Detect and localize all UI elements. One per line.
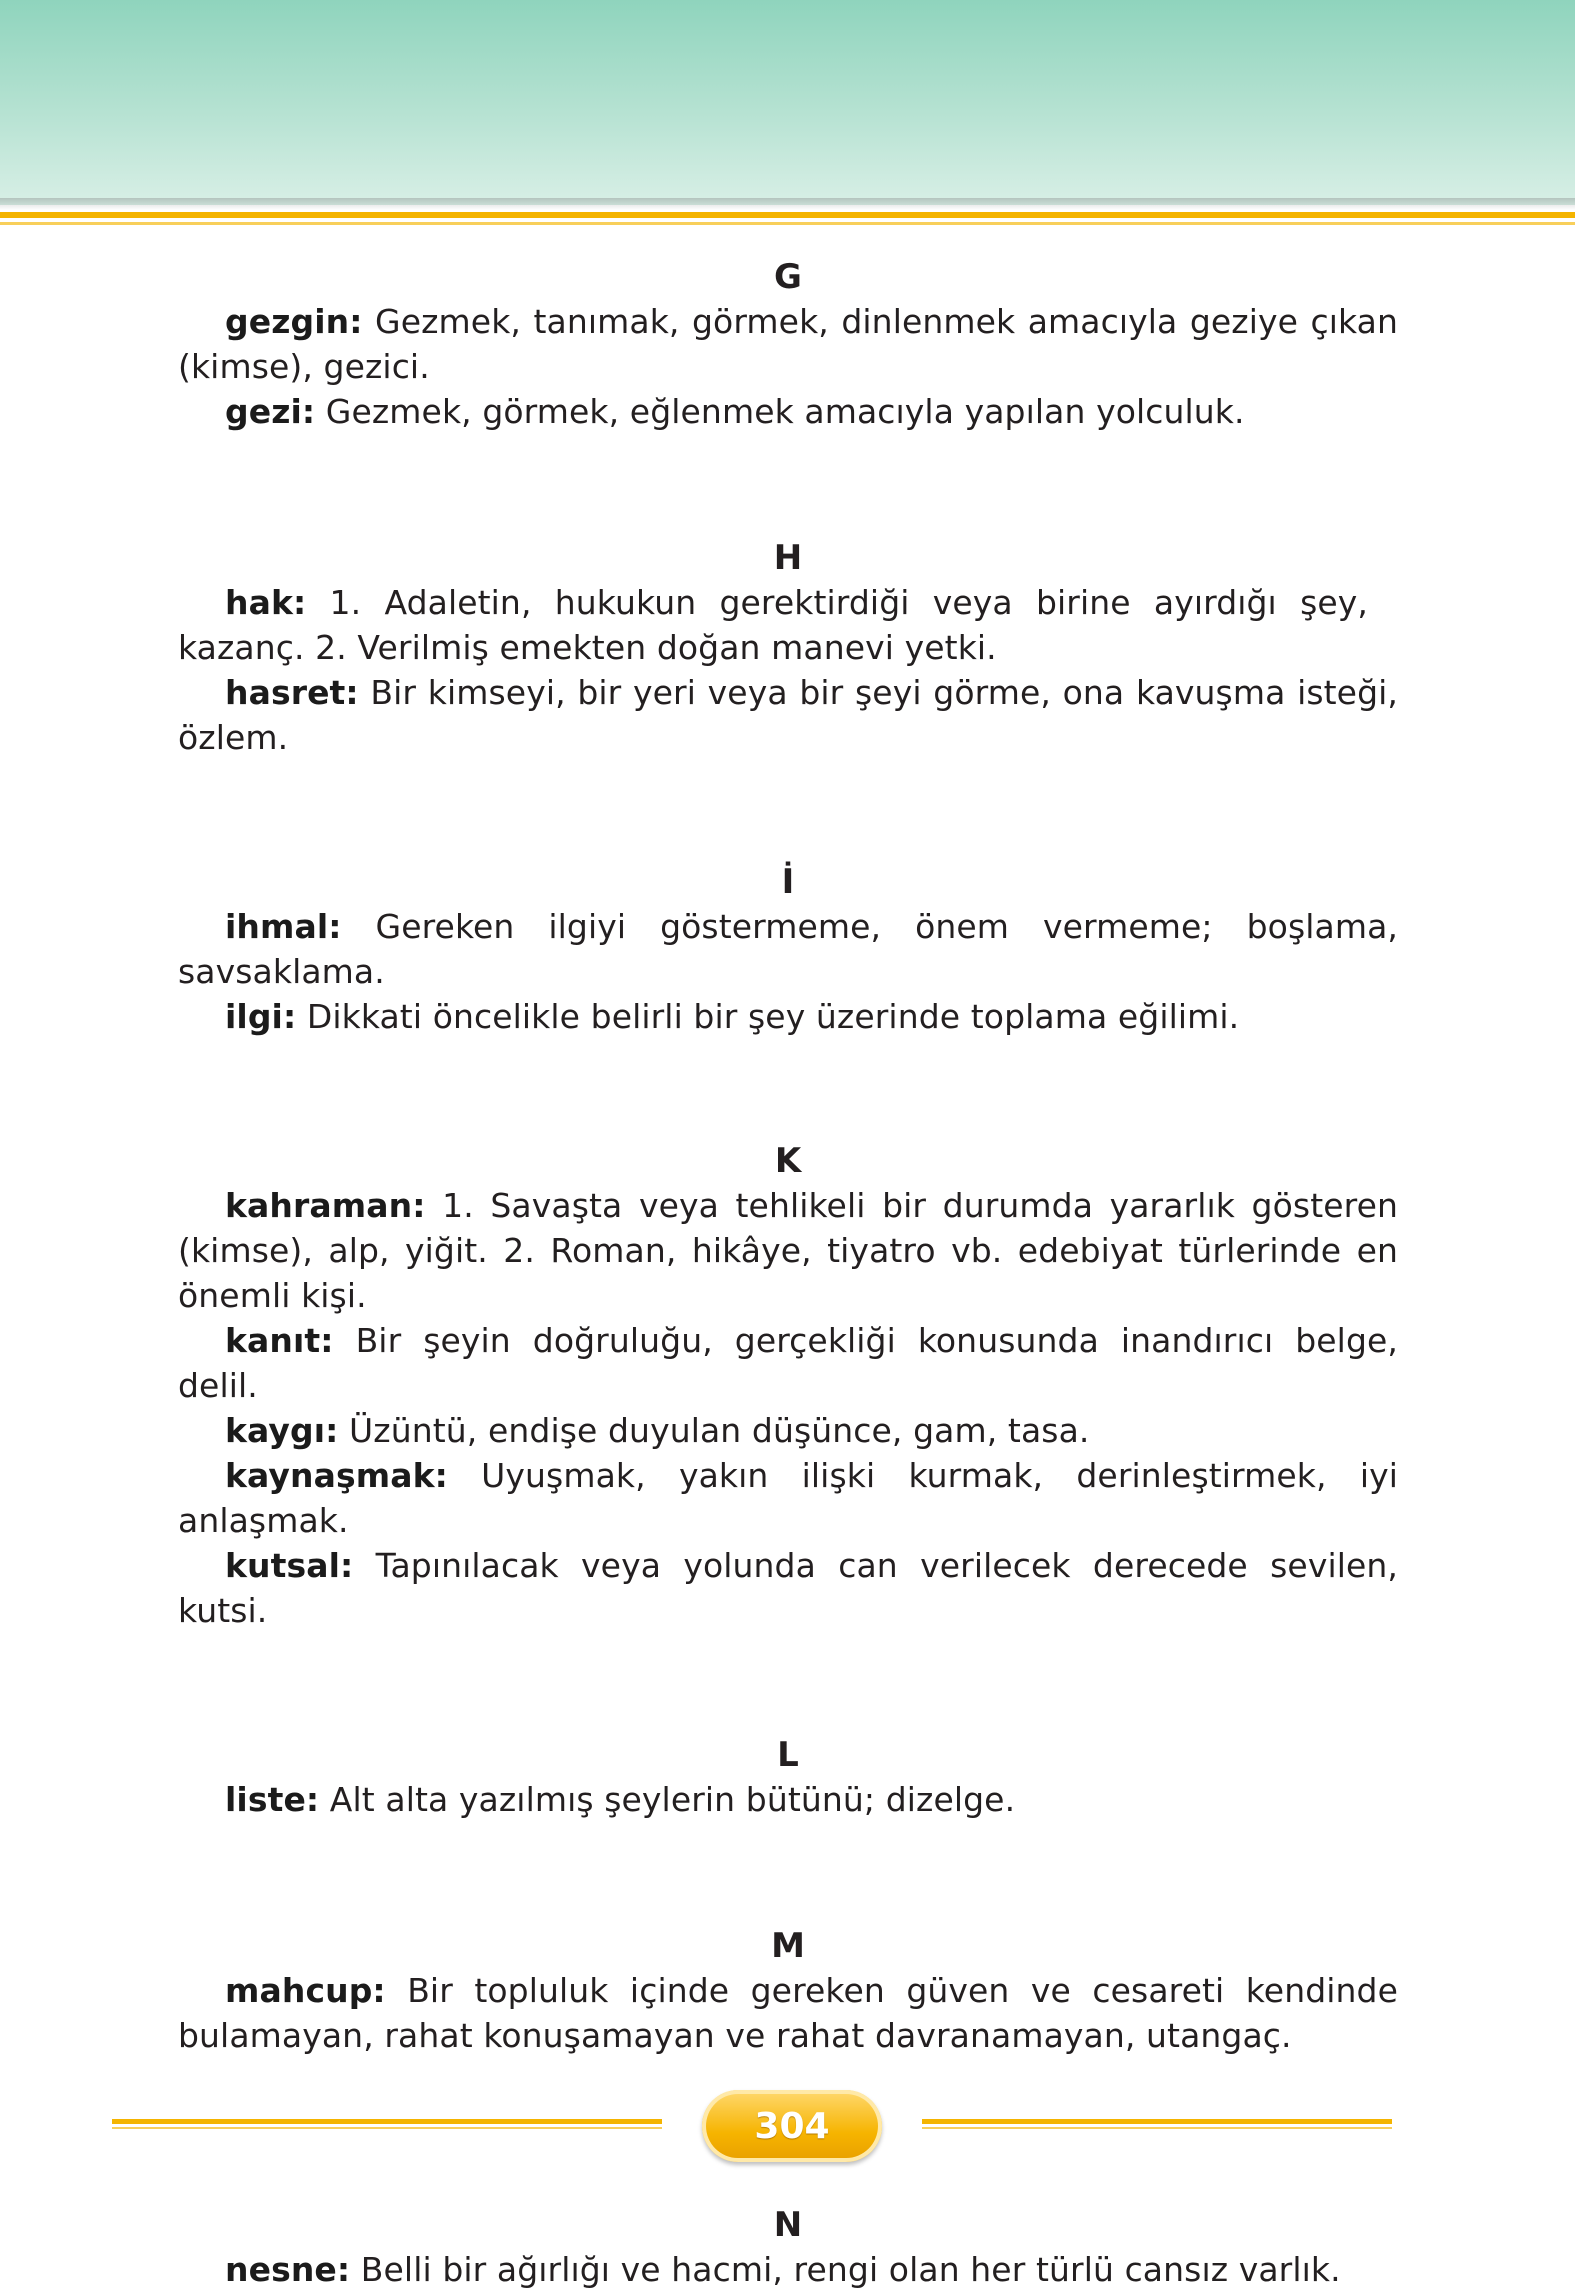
entry-term: mahcup: (225, 1971, 386, 2010)
entry-definition: Dikkati öncelikle belirli bir şey üzerinde toplama eğilimi. (296, 997, 1240, 1036)
entry-term: hasret: (225, 673, 359, 712)
section-letter: H (773, 538, 803, 578)
glossary-entry (178, 1318, 1398, 1408)
header-band (0, 0, 1575, 205)
entry-term: nesne: (225, 2250, 351, 2289)
entry-definition: Gezmek, görmek, eğlenmek amacıyla yapılan yolculuk. (315, 392, 1245, 431)
header-stripe-thin (0, 222, 1575, 225)
entry-definition: Uyuşmak, yakın ilişki kurmak, derinleştirmek, iyi anlaşmak. (178, 1456, 1398, 1540)
entry-term: kanıt: (225, 1321, 334, 1360)
glossary-entry (178, 994, 1398, 1039)
glossary-entry (178, 1408, 1398, 1453)
entry-definition: Bir topluluk içinde gereken güven ve cesareti kendinde bulamayan, rahat konuşamayan ve rahat davranamayan, utangaç. (178, 1971, 1398, 2055)
section-letter: M (771, 1926, 805, 1966)
entry-definition: 1. Savaşta veya tehlikeli bir durumda yararlık gösteren (kimse), alp, yiğit. 2. Roman, hikâye, tiyatro vb. edebiyat türlerinde en önemli kişi. (178, 1186, 1398, 1315)
entry-definition: 1. Adaletin, hukukun gerektirdiği veya birine ayırdığı şey, kazanç. 2. Verilmiş emekten doğan manevi yetki. (178, 583, 1368, 667)
page-number: 304 (754, 2105, 830, 2147)
footer-rule-right (922, 2119, 1392, 2124)
glossary-content (178, 255, 1398, 2292)
glossary-entry (178, 299, 1398, 389)
glossary-entry (178, 389, 1398, 434)
entry-term: ihmal: (225, 907, 342, 946)
section-letter: L (777, 1735, 799, 1775)
glossary-entry (178, 1777, 1398, 1822)
section-l (178, 1733, 1398, 1822)
section-letter: N (773, 2205, 803, 2245)
entry-definition: Bir kimseyi, bir yeri veya bir şeyi görme, ona kavuşma isteği, özlem. (178, 673, 1398, 757)
entry-definition: Gereken ilgiyi göstermeme, önem vermeme; boşlama, savsaklama. (178, 907, 1398, 991)
section-letter: K (774, 1141, 802, 1181)
glossary-entry (178, 1968, 1398, 2058)
header-stripe (0, 212, 1575, 218)
entry-term: kutsal: (225, 1546, 354, 1585)
section-letter: G (774, 257, 802, 297)
entry-definition: Alt alta yazılmış şeylerin bütünü; dizelge. (319, 1780, 1016, 1819)
section-n (178, 2203, 1398, 2292)
section-letter: İ (781, 862, 795, 902)
entry-term: kahraman: (225, 1186, 426, 1225)
glossary-entry (178, 1453, 1398, 1543)
section-k (178, 1139, 1398, 1633)
entry-definition: Belli bir ağırlığı ve hacmi, rengi olan her türlü cansız varlık. (350, 2250, 1341, 2289)
glossary-entry (178, 2247, 1398, 2292)
footer-rule-right-thin (922, 2127, 1392, 2129)
entry-term: hak: (225, 583, 307, 622)
section-h (178, 536, 1398, 760)
glossary-entry (178, 904, 1398, 994)
section-m (178, 1924, 1398, 2058)
section-i (178, 860, 1398, 1039)
entry-definition: Bir şeyin doğruluğu, gerçekliği konusunda inandırıcı belge, delil. (178, 1321, 1398, 1405)
page-number-badge (702, 2090, 882, 2162)
glossary-entry (178, 670, 1398, 760)
entry-definition: Üzüntü, endişe duyulan düşünce, gam, tasa. (338, 1411, 1090, 1450)
footer-rule-left-thin (112, 2127, 662, 2129)
entry-term: liste: (225, 1780, 320, 1819)
entry-term: kaygı: (225, 1411, 339, 1450)
entry-definition: Gezmek, tanımak, görmek, dinlenmek amacıyla geziye çıkan (kimse), gezici. (178, 302, 1398, 386)
entry-term: kaynaşmak: (225, 1456, 448, 1495)
footer-rule-left (112, 2119, 662, 2124)
glossary-entry (178, 1183, 1398, 1318)
header-shadow (0, 198, 1575, 210)
entry-term: gezgin: (225, 302, 363, 341)
glossary-entry (178, 1543, 1398, 1633)
entry-definition: Tapınılacak veya yolunda can verilecek derecede sevilen, kutsi. (178, 1546, 1398, 1630)
glossary-entry (178, 580, 1398, 670)
entry-term: gezi: (225, 392, 316, 431)
section-g (178, 255, 1398, 434)
entry-term: ilgi: (225, 997, 297, 1036)
